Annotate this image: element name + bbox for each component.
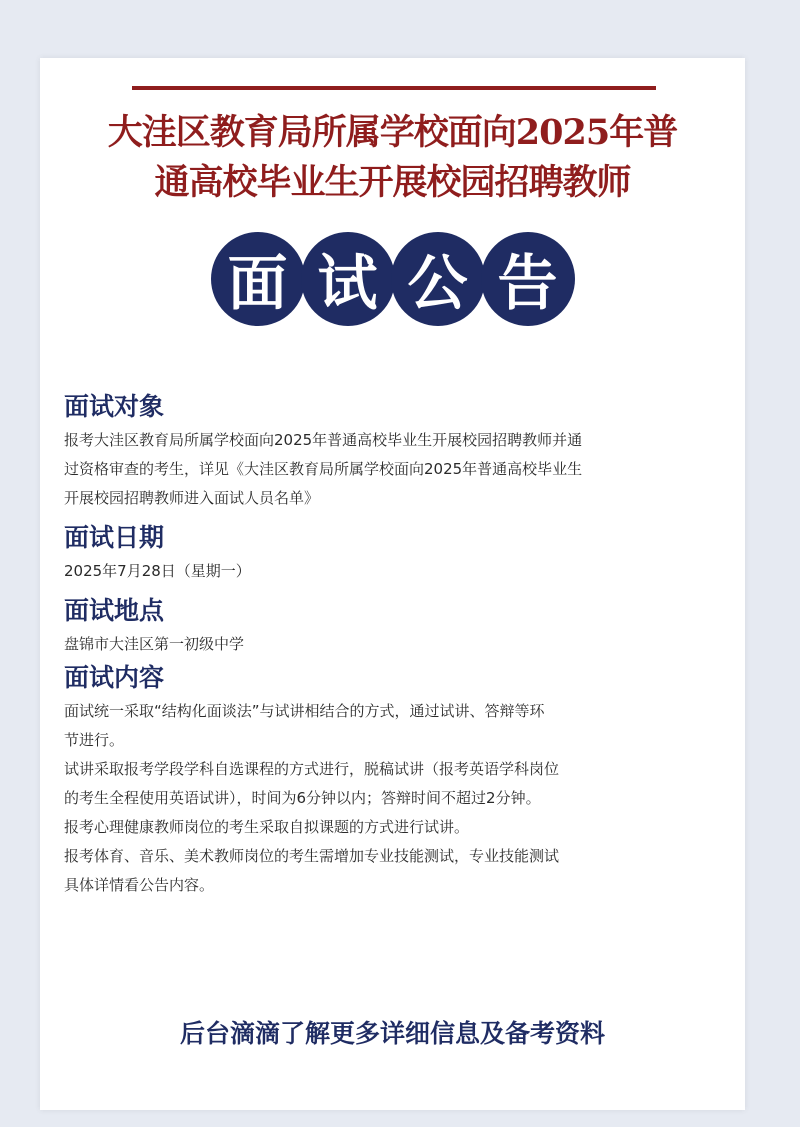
paragraph-line: 报考心理健康教师岗位的考生采取自拟课题的方式进行试讲。 bbox=[64, 818, 470, 836]
paragraph-line: 报考大洼区教育局所属学校面向2025年普通高校毕业生开展校园招聘教师并通 bbox=[64, 431, 583, 449]
section-heading: 面试地点 bbox=[64, 596, 165, 625]
paragraph-line: 节进行。 bbox=[64, 731, 125, 749]
badge-char-1: 面 bbox=[211, 232, 305, 326]
paragraph-line: 面试统一采取“结构化面谈法”与试讲相结合的方式，通过试讲、答辩等环 bbox=[64, 702, 545, 720]
paragraph-line: 报考体育、音乐、美术教师岗位的考生需增加专业技能测试，专业技能测试 bbox=[64, 847, 560, 865]
section-heading: 面试对象 bbox=[64, 392, 165, 421]
section-content bbox=[64, 659, 721, 900]
page-title bbox=[60, 108, 725, 208]
paragraph-line: 2025年7月28日（星期一） bbox=[64, 562, 251, 580]
badge-char-2: 试 bbox=[301, 232, 395, 326]
notice-content bbox=[64, 388, 721, 900]
notice-page bbox=[40, 58, 745, 1110]
section-target bbox=[64, 388, 721, 513]
section-date bbox=[64, 519, 721, 586]
paragraph-line: 具体详情看公告内容。 bbox=[64, 876, 215, 894]
paragraph-line: 盘锦市大洼区第一初级中学 bbox=[64, 635, 245, 653]
badge-char-3: 公 bbox=[391, 232, 485, 326]
paragraph-line: 试讲采取报考学段学科自选课程的方式进行，脱稿试讲（报考英语学科岗位 bbox=[64, 760, 560, 778]
paragraph-line: 开展校园招聘教师进入面试人员名单》 bbox=[64, 489, 320, 507]
section-heading: 面试内容 bbox=[64, 663, 165, 692]
top-divider bbox=[132, 86, 656, 90]
section-location bbox=[64, 592, 721, 659]
paragraph-line: 的考生全程使用英语试讲），时间为6分钟以内；答辩时间不超过2分钟。 bbox=[64, 789, 541, 807]
notice-badge-row bbox=[40, 232, 745, 326]
section-heading: 面试日期 bbox=[64, 523, 165, 552]
badge-char-4: 告 bbox=[481, 232, 575, 326]
paragraph-line: 过资格审查的考生，详见《大洼区教育局所属学校面向2025年普通高校毕业生 bbox=[64, 460, 583, 478]
title-line-2: 通高校毕业生开展校园招聘教师 bbox=[154, 162, 631, 203]
title-line-1: 大洼区教育局所属学校面向2025年普 bbox=[107, 112, 678, 153]
footer-note: 后台滴滴了解更多详细信息及备考资料 bbox=[179, 1019, 605, 1048]
